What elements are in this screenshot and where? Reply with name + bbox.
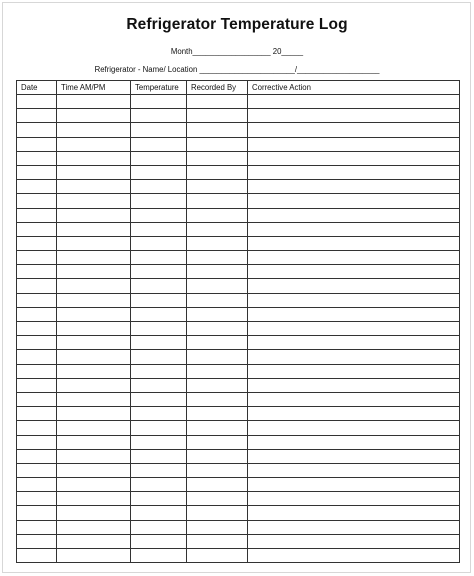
date-cell[interactable] xyxy=(17,109,57,123)
table-row xyxy=(17,307,460,321)
temperature-cell[interactable] xyxy=(131,208,187,222)
temperature-cell[interactable] xyxy=(131,336,187,350)
time-cell[interactable] xyxy=(57,194,131,208)
time-cell[interactable] xyxy=(57,109,131,123)
time-cell[interactable] xyxy=(57,378,131,392)
corrective-action-cell[interactable] xyxy=(248,336,460,350)
recorded-by-cell[interactable] xyxy=(187,435,248,449)
corrective-action-cell[interactable] xyxy=(248,492,460,506)
time-cell[interactable] xyxy=(57,392,131,406)
table-row xyxy=(17,251,460,265)
time-cell[interactable] xyxy=(57,180,131,194)
time-cell[interactable] xyxy=(57,123,131,137)
date-cell[interactable] xyxy=(17,492,57,506)
recorded-by-cell[interactable] xyxy=(187,520,248,534)
date-cell[interactable] xyxy=(17,520,57,534)
recorded-by-cell[interactable] xyxy=(187,407,248,421)
temperature-cell[interactable] xyxy=(131,478,187,492)
date-cell[interactable] xyxy=(17,478,57,492)
time-cell[interactable] xyxy=(57,236,131,250)
recorded-by-cell[interactable] xyxy=(187,350,248,364)
date-cell[interactable] xyxy=(17,293,57,307)
temperature-cell[interactable] xyxy=(131,534,187,548)
corrective-action-cell[interactable] xyxy=(248,137,460,151)
temperature-cell[interactable] xyxy=(131,95,187,109)
corrective-action-cell[interactable] xyxy=(248,293,460,307)
date-cell[interactable] xyxy=(17,392,57,406)
table-header-row xyxy=(17,81,460,95)
corrective-action-cell[interactable] xyxy=(248,307,460,321)
date-cell[interactable] xyxy=(17,463,57,477)
month-line: Month__________________ 20_____ xyxy=(170,47,304,56)
corrective-action-cell[interactable] xyxy=(248,463,460,477)
date-cell[interactable] xyxy=(17,95,57,109)
recorded-by-cell[interactable] xyxy=(187,378,248,392)
time-cell[interactable] xyxy=(57,520,131,534)
temperature-cell[interactable] xyxy=(131,293,187,307)
date-cell[interactable] xyxy=(17,251,57,265)
table-row xyxy=(17,222,460,236)
time-cell[interactable] xyxy=(57,151,131,165)
recorded-by-cell[interactable] xyxy=(187,463,248,477)
corrective-action-cell[interactable] xyxy=(248,251,460,265)
time-cell[interactable] xyxy=(57,336,131,350)
date-cell[interactable] xyxy=(17,407,57,421)
corrective-action-cell[interactable] xyxy=(248,449,460,463)
corrective-action-cell[interactable] xyxy=(248,165,460,179)
date-cell[interactable] xyxy=(17,194,57,208)
corrective-action-cell[interactable] xyxy=(248,236,460,250)
temperature-cell[interactable] xyxy=(131,463,187,477)
temperature-cell[interactable] xyxy=(131,322,187,336)
date-cell[interactable] xyxy=(17,265,57,279)
recorded-by-cell[interactable] xyxy=(187,151,248,165)
table-row xyxy=(17,463,460,477)
corrective-action-cell[interactable] xyxy=(248,549,460,563)
corrective-action-cell[interactable] xyxy=(248,407,460,421)
time-cell[interactable] xyxy=(57,265,131,279)
table-body xyxy=(17,95,460,563)
time-cell[interactable] xyxy=(57,165,131,179)
corrective-action-cell[interactable] xyxy=(248,364,460,378)
time-cell[interactable] xyxy=(57,478,131,492)
recorded-by-cell[interactable] xyxy=(187,322,248,336)
table-row xyxy=(17,478,460,492)
date-cell[interactable] xyxy=(17,364,57,378)
table-row xyxy=(17,180,460,194)
time-cell[interactable] xyxy=(57,492,131,506)
time-cell[interactable] xyxy=(57,364,131,378)
temperature-log-table xyxy=(16,80,460,563)
recorded-by-cell[interactable] xyxy=(187,109,248,123)
time-cell[interactable] xyxy=(57,463,131,477)
recorded-by-cell[interactable] xyxy=(187,123,248,137)
temperature-cell[interactable] xyxy=(131,194,187,208)
time-cell[interactable] xyxy=(57,208,131,222)
temperature-cell[interactable] xyxy=(131,378,187,392)
temperature-cell[interactable] xyxy=(131,123,187,137)
time-cell[interactable] xyxy=(57,549,131,563)
table-row xyxy=(17,151,460,165)
date-cell[interactable] xyxy=(17,151,57,165)
recorded-by-cell[interactable] xyxy=(187,549,248,563)
corrective-action-cell[interactable] xyxy=(248,435,460,449)
date-cell[interactable] xyxy=(17,279,57,293)
recorded-by-cell[interactable] xyxy=(187,95,248,109)
table-row xyxy=(17,322,460,336)
recorded-by-cell[interactable] xyxy=(187,449,248,463)
corrective-action-cell[interactable] xyxy=(248,322,460,336)
date-cell[interactable] xyxy=(17,549,57,563)
refrigerator-location-line: Refrigerator - Name/ Location ______________________/___________________ xyxy=(94,65,380,74)
table-row xyxy=(17,449,460,463)
temperature-cell[interactable] xyxy=(131,307,187,321)
time-cell[interactable] xyxy=(57,222,131,236)
time-cell[interactable] xyxy=(57,307,131,321)
recorded-by-cell[interactable] xyxy=(187,265,248,279)
recorded-by-cell[interactable] xyxy=(187,478,248,492)
corrective-action-cell[interactable] xyxy=(248,378,460,392)
recorded-by-cell[interactable] xyxy=(187,392,248,406)
column-header-corrective-action: Corrective Action xyxy=(248,81,460,95)
date-cell[interactable] xyxy=(17,236,57,250)
temperature-cell[interactable] xyxy=(131,151,187,165)
table-row xyxy=(17,506,460,520)
recorded-by-cell[interactable] xyxy=(187,364,248,378)
corrective-action-cell[interactable] xyxy=(248,194,460,208)
table-row xyxy=(17,279,460,293)
temperature-cell[interactable] xyxy=(131,165,187,179)
date-cell[interactable] xyxy=(17,123,57,137)
date-cell[interactable] xyxy=(17,449,57,463)
date-cell[interactable] xyxy=(17,350,57,364)
date-cell[interactable] xyxy=(17,165,57,179)
table-row xyxy=(17,392,460,406)
date-cell[interactable] xyxy=(17,180,57,194)
time-cell[interactable] xyxy=(57,95,131,109)
temperature-cell[interactable] xyxy=(131,520,187,534)
temperature-cell[interactable] xyxy=(131,137,187,151)
corrective-action-cell[interactable] xyxy=(248,421,460,435)
recorded-by-cell[interactable] xyxy=(187,165,248,179)
recorded-by-cell[interactable] xyxy=(187,236,248,250)
temperature-cell[interactable] xyxy=(131,265,187,279)
temperature-cell[interactable] xyxy=(131,392,187,406)
corrective-action-cell[interactable] xyxy=(248,109,460,123)
table-row xyxy=(17,165,460,179)
table-row xyxy=(17,549,460,563)
date-cell[interactable] xyxy=(17,534,57,548)
recorded-by-cell[interactable] xyxy=(187,506,248,520)
corrective-action-cell[interactable] xyxy=(248,180,460,194)
date-cell[interactable] xyxy=(17,435,57,449)
date-cell[interactable] xyxy=(17,322,57,336)
corrective-action-cell[interactable] xyxy=(248,478,460,492)
time-cell[interactable] xyxy=(57,350,131,364)
corrective-action-cell[interactable] xyxy=(248,95,460,109)
corrective-action-cell[interactable] xyxy=(248,222,460,236)
recorded-by-cell[interactable] xyxy=(187,279,248,293)
table-row xyxy=(17,407,460,421)
table-row xyxy=(17,520,460,534)
table-row xyxy=(17,137,460,151)
table-row xyxy=(17,265,460,279)
corrective-action-cell[interactable] xyxy=(248,208,460,222)
date-cell[interactable] xyxy=(17,208,57,222)
recorded-by-cell[interactable] xyxy=(187,208,248,222)
table-row xyxy=(17,492,460,506)
date-cell[interactable] xyxy=(17,421,57,435)
table-row xyxy=(17,236,460,250)
temperature-cell[interactable] xyxy=(131,222,187,236)
temperature-cell[interactable] xyxy=(131,279,187,293)
temperature-cell[interactable] xyxy=(131,549,187,563)
time-cell[interactable] xyxy=(57,293,131,307)
recorded-by-cell[interactable] xyxy=(187,222,248,236)
corrective-action-cell[interactable] xyxy=(248,520,460,534)
time-cell[interactable] xyxy=(57,251,131,265)
page-title: Refrigerator Temperature Log xyxy=(126,16,348,33)
recorded-by-cell[interactable] xyxy=(187,194,248,208)
table-row xyxy=(17,534,460,548)
table-row xyxy=(17,435,460,449)
temperature-cell[interactable] xyxy=(131,492,187,506)
recorded-by-cell[interactable] xyxy=(187,137,248,151)
temperature-cell[interactable] xyxy=(131,449,187,463)
table-row xyxy=(17,421,460,435)
temperature-cell[interactable] xyxy=(131,236,187,250)
time-cell[interactable] xyxy=(57,435,131,449)
time-cell[interactable] xyxy=(57,322,131,336)
corrective-action-cell[interactable] xyxy=(248,350,460,364)
corrective-action-cell[interactable] xyxy=(248,506,460,520)
recorded-by-cell[interactable] xyxy=(187,492,248,506)
recorded-by-cell[interactable] xyxy=(187,336,248,350)
recorded-by-cell[interactable] xyxy=(187,421,248,435)
column-header-time: Time AM/PM xyxy=(57,81,131,95)
corrective-action-cell[interactable] xyxy=(248,392,460,406)
time-cell[interactable] xyxy=(57,534,131,548)
date-cell[interactable] xyxy=(17,378,57,392)
table-row xyxy=(17,208,460,222)
time-cell[interactable] xyxy=(57,279,131,293)
corrective-action-cell[interactable] xyxy=(248,151,460,165)
time-cell[interactable] xyxy=(57,421,131,435)
table-row xyxy=(17,336,460,350)
table-row xyxy=(17,95,460,109)
recorded-by-cell[interactable] xyxy=(187,251,248,265)
temperature-cell[interactable] xyxy=(131,421,187,435)
time-cell[interactable] xyxy=(57,506,131,520)
temperature-cell[interactable] xyxy=(131,251,187,265)
recorded-by-cell[interactable] xyxy=(187,534,248,548)
temperature-cell[interactable] xyxy=(131,109,187,123)
column-header-temperature: Temperature xyxy=(131,81,187,95)
date-cell[interactable] xyxy=(17,222,57,236)
table-row xyxy=(17,109,460,123)
date-cell[interactable] xyxy=(17,336,57,350)
table-row xyxy=(17,378,460,392)
table-row xyxy=(17,123,460,137)
table-row xyxy=(17,194,460,208)
corrective-action-cell[interactable] xyxy=(248,279,460,293)
temperature-cell[interactable] xyxy=(131,364,187,378)
column-header-date: Date xyxy=(17,81,57,95)
corrective-action-cell[interactable] xyxy=(248,265,460,279)
time-cell[interactable] xyxy=(57,137,131,151)
temperature-cell[interactable] xyxy=(131,506,187,520)
corrective-action-cell[interactable] xyxy=(248,534,460,548)
table-row xyxy=(17,364,460,378)
date-cell[interactable] xyxy=(17,137,57,151)
date-cell[interactable] xyxy=(17,307,57,321)
temperature-cell[interactable] xyxy=(131,180,187,194)
corrective-action-cell[interactable] xyxy=(248,123,460,137)
recorded-by-cell[interactable] xyxy=(187,293,248,307)
temperature-cell[interactable] xyxy=(131,435,187,449)
time-cell[interactable] xyxy=(57,407,131,421)
time-cell[interactable] xyxy=(57,449,131,463)
table-row xyxy=(17,350,460,364)
table-row xyxy=(17,293,460,307)
temperature-cell[interactable] xyxy=(131,407,187,421)
date-cell[interactable] xyxy=(17,506,57,520)
temperature-cell[interactable] xyxy=(131,350,187,364)
recorded-by-cell[interactable] xyxy=(187,180,248,194)
recorded-by-cell[interactable] xyxy=(187,307,248,321)
column-header-recorded-by: Recorded By xyxy=(187,81,248,95)
